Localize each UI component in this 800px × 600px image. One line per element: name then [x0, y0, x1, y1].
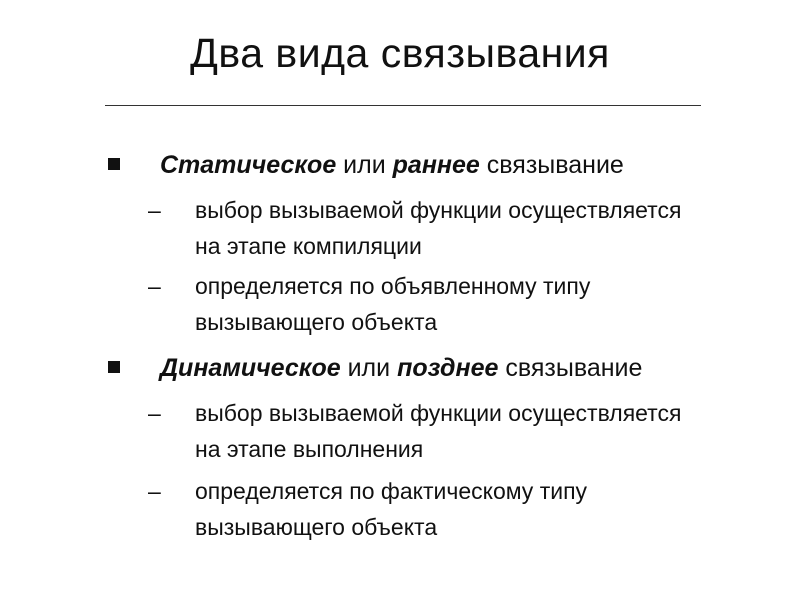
- square-bullet-icon: [108, 361, 120, 373]
- title-divider: [105, 105, 701, 106]
- connector-or: или: [336, 151, 393, 179]
- square-bullet-icon: [108, 158, 120, 170]
- sub-item-line: на этапе компиляции: [195, 233, 422, 259]
- term-static: Статическое: [160, 151, 337, 179]
- sub-item-line: вызывающего объекта: [195, 309, 438, 335]
- dash-bullet: –: [148, 478, 161, 504]
- sub-item-line: выбор вызываемой функции осуществляется: [195, 400, 682, 426]
- dash-bullet: –: [148, 197, 161, 223]
- sub-item-line: определяется по объявленному типу: [195, 273, 591, 299]
- slide-title: Два вида связывания: [190, 30, 610, 76]
- dash-bullet: –: [148, 273, 161, 299]
- sub-item-line: выбор вызываемой функции осуществляется: [195, 197, 682, 223]
- term-early: раннее: [392, 151, 480, 179]
- sub-item-text: [195, 473, 587, 545]
- sub-item-line: определяется по фактическому типу: [195, 478, 588, 504]
- sub-item-text: [195, 192, 681, 264]
- bullet-heading: [160, 150, 624, 180]
- sub-item-line: вызывающего объекта: [195, 514, 438, 540]
- connector-or: или: [340, 354, 398, 382]
- heading-suffix: связывание: [498, 354, 643, 382]
- term-late: позднее: [397, 354, 499, 382]
- sub-item-line: на этапе выполнения: [195, 436, 424, 462]
- dash-bullet: –: [148, 400, 161, 426]
- term-dynamic: Динамическое: [160, 354, 341, 382]
- sub-item-text: [195, 268, 590, 340]
- bullet-heading: [160, 353, 642, 383]
- sub-item-text: [195, 395, 681, 467]
- heading-suffix: связывание: [479, 151, 624, 179]
